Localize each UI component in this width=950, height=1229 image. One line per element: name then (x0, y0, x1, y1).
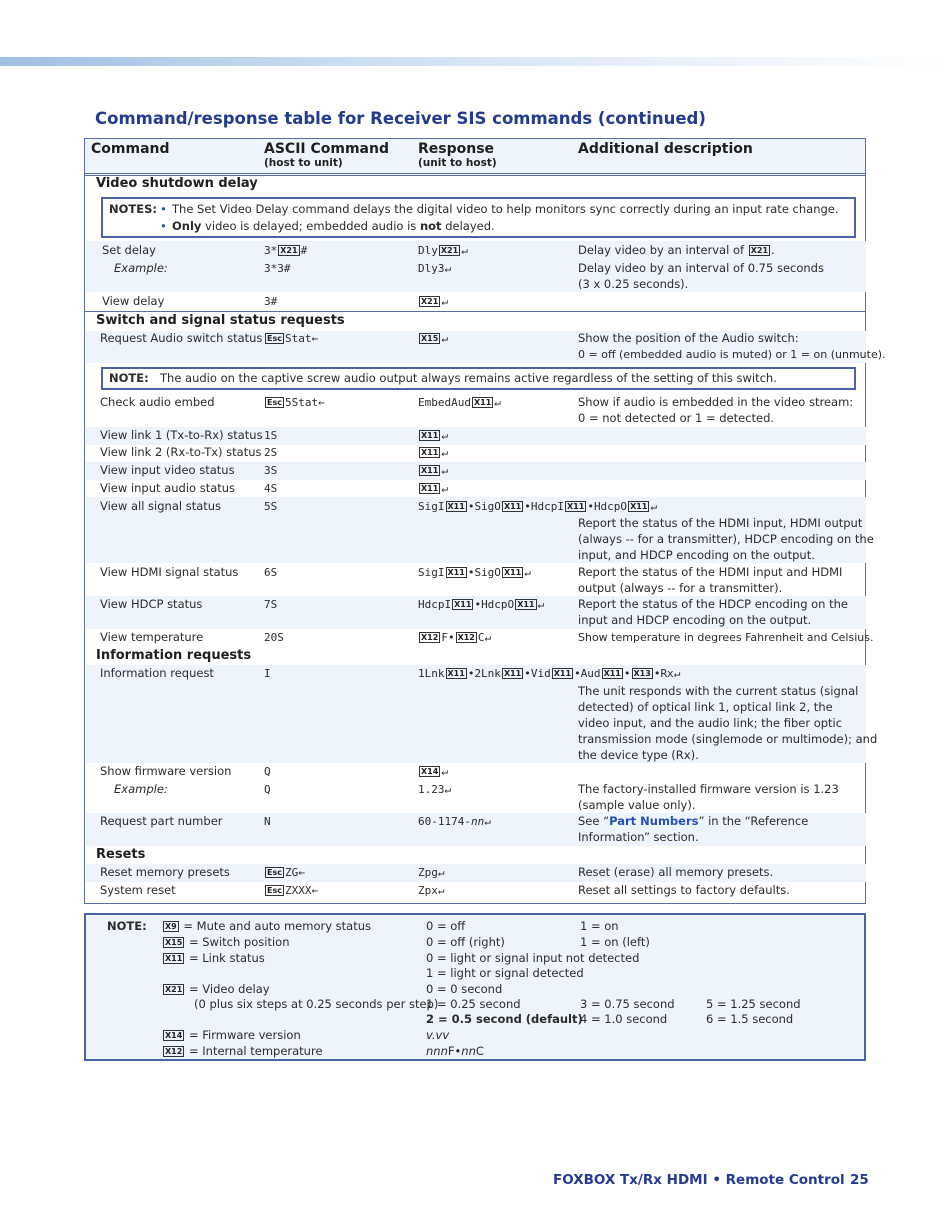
x21-icon: X21 (421, 297, 439, 306)
section-video-shutdown: Video shutdown delay (96, 176, 258, 191)
legend-x15-v1: 1 = on (left) (580, 935, 650, 949)
legend-x15: X15 = Switch position (165, 935, 290, 949)
legend-x21-v3: 3 = 0.75 second (580, 997, 675, 1011)
enter-icon: ↵ (441, 446, 448, 459)
table-header (85, 139, 865, 176)
cmd-firmware: Show firmware version (100, 764, 232, 778)
legend-x14-v: v.vv (426, 1028, 450, 1042)
cmd-reset-memory: Reset memory presets (100, 865, 230, 879)
legend-x21-v0: 0 = 0 second (426, 982, 503, 996)
ascii-set-delay: 3* X21 # (264, 244, 308, 257)
ascii-view-delay: 3# (264, 295, 278, 308)
resp-set-delay: Dly X21 ↵ (418, 244, 468, 257)
desc-part-number-2: Information” section. (578, 830, 699, 844)
ascii-hdcp: 7S (264, 598, 278, 611)
x11-icon: X11 (630, 502, 648, 511)
header-response: Response (unit to host) (418, 141, 497, 169)
resp-all-signal: SigI X11 •SigO X11 •HdcpI X11 •HdcpO X11 ↵ (418, 500, 657, 513)
cmd-hdmi-signal: View HDMI signal status (100, 565, 239, 579)
legend-x21-v5: 5 = 1.25 second (706, 997, 801, 1011)
resp-system-reset: Zpx↵ (418, 884, 445, 897)
legend-x21-v1: 1 = 0.25 second (426, 997, 521, 1011)
desc-example-1: Delay video by an interval of 0.75 seconds (578, 261, 824, 275)
enter-icon: ↵ (484, 815, 491, 828)
desc-all-signal-3: input, and HDCP encoding on the output. (578, 548, 815, 562)
page-title: Command/response table for Receiver SIS commands (continued) (95, 109, 706, 128)
legend-x14: X14 = Firmware version (165, 1028, 301, 1042)
command-table (84, 138, 886, 904)
legend-x11: X11 = Link status (165, 951, 265, 965)
x21-icon: X21 (750, 246, 769, 255)
x11-icon: X11 (553, 669, 572, 678)
enter-icon: ↵ (437, 884, 445, 897)
desc-info-2: detected) of optical link 1, optical link 2, the (578, 700, 833, 714)
legend-x11-v1: 1 = light or signal detected (426, 966, 584, 980)
ascii-input-audio: 4S (264, 482, 278, 495)
cmd-hdcp: View HDCP status (100, 597, 203, 611)
left-arrow-icon: ← (318, 396, 325, 409)
x11-icon: X11 (503, 669, 522, 678)
cmd-example: Example: (114, 261, 168, 275)
legend-x9: X9 = Mute and auto memory status (165, 919, 372, 933)
x11-icon: X11 (421, 448, 439, 457)
desc-info-4: transmission mode (singlemode or multimode); and (578, 732, 878, 746)
legend-x21-v4: 4 = 1.0 second (580, 1012, 668, 1026)
cmd-link1: View link 1 (Tx-to-Rx) status (100, 428, 263, 442)
x14-icon: X14 (165, 1031, 183, 1040)
bullet-icon: • (160, 202, 167, 216)
note-box (101, 367, 856, 390)
ascii-all-signal: 5S (264, 500, 278, 513)
resp-temperature: X12 F• X12 C↵ (421, 631, 492, 644)
x11-icon: X11 (421, 466, 439, 475)
enter-icon: ↵ (441, 464, 448, 477)
x11-icon: X11 (421, 484, 439, 493)
cmd-link2: View link 2 (Rx-to-Tx) status (100, 445, 262, 459)
desc-check-embed-2: 0 = not detected or 1 = detected. (578, 411, 775, 425)
ascii-check-embed: Esc 5Stat← (267, 396, 325, 409)
x13-icon: X13 (633, 669, 651, 678)
notes-label: NOTES: (109, 202, 157, 216)
left-arrow-icon: ← (298, 866, 305, 879)
enter-icon: ↵ (494, 396, 501, 409)
header-command: Command (91, 141, 170, 157)
enter-icon: ↵ (441, 482, 448, 495)
desc-info-3: video input, and the audio link; the fiber optic (578, 716, 843, 730)
resp-example: Dly3↵ (418, 262, 452, 275)
cmd-part-number: Request part number (100, 814, 223, 828)
ascii-part-number: N (264, 815, 271, 828)
desc-firmware-example-2: (sample value only). (578, 798, 696, 812)
ascii-hdmi-signal: 6S (264, 566, 278, 579)
desc-part-number-1: See “Part Numbers” in the “Reference (578, 814, 809, 828)
x12-icon: X12 (165, 1047, 183, 1056)
left-arrow-icon: ← (311, 884, 319, 897)
esc-icon: Esc (267, 334, 282, 343)
x14-icon: X14 (421, 767, 439, 776)
desc-hdcp-1: Report the status of the HDCP encoding on the (578, 597, 849, 611)
enter-icon: ↵ (437, 866, 445, 879)
legend-x21-v2: 2 = 0.5 second (default) (426, 1012, 583, 1026)
desc-audio-switch-1: Show the position of the Audio switch: (578, 331, 799, 345)
desc-set-delay: Delay video by an interval of X21 . (578, 243, 775, 257)
x11-icon: X11 (603, 669, 621, 678)
x12-icon: X12 (457, 633, 475, 642)
resp-check-embed: EmbedAud X11 ↵ (418, 396, 501, 409)
x21-icon: X21 (280, 246, 298, 255)
x11-icon: X11 (447, 669, 465, 678)
resp-link1 (418, 428, 448, 444)
esc-icon: Esc (267, 868, 282, 877)
ascii-link2: 2S (264, 446, 278, 459)
resp-audio-switch (418, 331, 448, 347)
page-number: 25 (850, 1172, 869, 1188)
note-text: The audio on the captive screw audio output always remains active regardless of the setting of this switch. (160, 371, 777, 385)
enter-icon: ↵ (441, 765, 448, 778)
cmd-temperature: View temperature (100, 630, 204, 644)
x11-icon: X11 (517, 600, 535, 609)
legend-x12: X12 = Internal temperature (165, 1044, 323, 1058)
ascii-temperature: 20S (264, 631, 284, 644)
cmd-all-signal: View all signal status (100, 499, 222, 513)
desc-example-2: (3 x 0.25 seconds). (578, 277, 689, 291)
ascii-audio-switch: Esc Stat← (267, 332, 319, 345)
x11-icon: X11 (567, 502, 585, 511)
legend-x21-sub: (0 plus six steps at 0.25 seconds per step) (194, 997, 439, 1011)
desc-all-signal-2: (always -- for a transmitter), HDCP encoding on the (578, 532, 874, 546)
notes-box (101, 197, 856, 238)
enter-icon: ↵ (484, 631, 492, 644)
ascii-system-reset: Esc ZXXX← (267, 884, 319, 897)
cmd-set-delay: Set delay (102, 243, 156, 257)
resp-link2 (418, 445, 448, 461)
ascii-reset-memory: Esc ZG← (267, 866, 305, 879)
enter-icon: ↵ (650, 500, 657, 513)
x11-icon: X11 (165, 954, 183, 963)
enter-icon: ↵ (524, 566, 531, 579)
desc-info-1: The unit responds with the current status (signal (578, 684, 859, 698)
legend-x21-v6: 6 = 1.5 second (706, 1012, 794, 1026)
esc-icon: Esc (267, 398, 282, 407)
header-ascii: ASCII Command (host to unit) (264, 141, 389, 169)
ascii-example: 3*3# (264, 262, 291, 275)
resp-part-number: 60-1174-nn↵ (418, 815, 491, 828)
desc-firmware-example-1: The factory-installed firmware version is 1.23 (578, 782, 839, 796)
desc-system-reset: Reset all settings to factory defaults. (578, 883, 790, 897)
enter-icon: ↵ (461, 244, 468, 257)
top-gradient-band (0, 57, 950, 66)
left-arrow-icon: ← (311, 332, 319, 345)
cmd-check-embed: Check audio embed (100, 395, 215, 409)
ascii-firmware-example: Q (264, 783, 271, 796)
resp-info: 1Lnk X11 •2Lnk X11 •Vid X11 •Aud X11 • X13 •Rx↵ (418, 667, 681, 680)
legend-x9-v0: 0 = off (426, 919, 466, 933)
header-description: Additional description (578, 141, 753, 157)
bullet-icon: • (160, 219, 167, 233)
section-information: Information requests (96, 648, 252, 663)
x12-icon: X12 (421, 633, 439, 642)
note-label: NOTE: (109, 371, 149, 385)
desc-audio-switch-2: 0 = off (embedded audio is muted) or 1 = on (unmute). (578, 348, 886, 361)
section-resets: Resets (96, 847, 146, 862)
esc-icon: Esc (267, 886, 282, 895)
ascii-info: I (264, 667, 271, 680)
resp-hdmi-signal: SigI X11 •SigO X11 ↵ (418, 566, 531, 579)
desc-info-5: the device type (Rx). (578, 748, 699, 762)
desc-hdcp-2: input and HDCP encoding on the output. (578, 613, 812, 627)
x11-icon: X11 (473, 398, 492, 407)
enter-icon: ↵ (441, 332, 448, 345)
resp-input-video (418, 463, 448, 479)
enter-icon: ↵ (673, 667, 681, 680)
resp-reset-memory: Zpg↵ (418, 866, 445, 879)
ascii-firmware: Q (264, 765, 271, 778)
ascii-input-video: 3S (264, 464, 278, 477)
cmd-input-video: View input video status (100, 463, 235, 477)
x21-icon: X21 (440, 246, 459, 255)
resp-input-audio (418, 481, 448, 497)
resp-firmware (418, 764, 448, 780)
desc-reset-memory: Reset (erase) all memory presets. (578, 865, 774, 879)
desc-check-embed-1: Show if audio is embedded in the video stream: (578, 395, 854, 409)
section-divider (85, 311, 865, 312)
x11-icon: X11 (447, 502, 465, 511)
enter-icon: ↵ (441, 429, 448, 442)
x11-icon: X11 (447, 568, 465, 577)
legend-x12-v: nnnF•nnC (426, 1044, 484, 1058)
x15-icon: X15 (421, 334, 439, 343)
section-switch-signal: Switch and signal status requests (96, 313, 345, 328)
enter-icon: ↵ (444, 262, 452, 275)
desc-hdmi-signal-2: output (always -- for a transmitter). (578, 581, 783, 595)
cmd-input-audio: View input audio status (100, 481, 236, 495)
cmd-system-reset: System reset (100, 883, 176, 897)
legend-x9-v1: 1 = on (580, 919, 619, 933)
x11-icon: X11 (421, 431, 439, 440)
cmd-info: Information request (100, 666, 214, 680)
x11-icon: X11 (454, 600, 472, 609)
x15-icon: X15 (165, 938, 183, 947)
enter-icon: ↵ (537, 598, 545, 611)
footer-title: FOXBOX Tx/Rx HDMI • Remote Control (553, 1172, 845, 1188)
legend-x11-v0: 0 = light or signal input not detected (426, 951, 640, 965)
resp-hdcp: HdcpI X11 •HdcpO X11 ↵ (418, 598, 545, 611)
part-numbers-link[interactable]: Part Numbers (609, 814, 699, 828)
cmd-view-delay: View delay (102, 294, 165, 308)
enter-icon: ↵ (441, 295, 448, 308)
x11-icon: X11 (503, 568, 522, 577)
x21-icon: X21 (165, 985, 183, 994)
enter-icon: ↵ (444, 783, 452, 796)
notes-line-1: The Set Video Delay command delays the digital video to help monitors sync correctly during an input rate change. (172, 202, 839, 216)
resp-view-delay (418, 294, 448, 310)
x9-icon: X9 (165, 922, 177, 931)
legend-x21: X21 = Video delay (165, 982, 270, 996)
desc-all-signal-1: Report the status of the HDMI input, HDMI output (578, 516, 863, 530)
ascii-link1: 1S (264, 429, 278, 442)
desc-hdmi-signal-1: Report the status of the HDMI input and HDMI (578, 565, 843, 579)
notes-line-2: Only video is delayed; embedded audio is not delayed. (172, 219, 495, 233)
desc-temperature: Show temperature in degrees Fahrenheit and Celsius. (578, 631, 874, 644)
resp-firmware-example: 1.23↵ (418, 783, 452, 796)
cmd-audio-switch: Request Audio switch status (100, 331, 263, 345)
x11-icon: X11 (503, 502, 522, 511)
variable-legend (84, 913, 866, 1061)
legend-x15-v0: 0 = off (right) (426, 935, 505, 949)
legend-label: NOTE: (107, 919, 147, 933)
cmd-firmware-example: Example: (114, 782, 168, 796)
